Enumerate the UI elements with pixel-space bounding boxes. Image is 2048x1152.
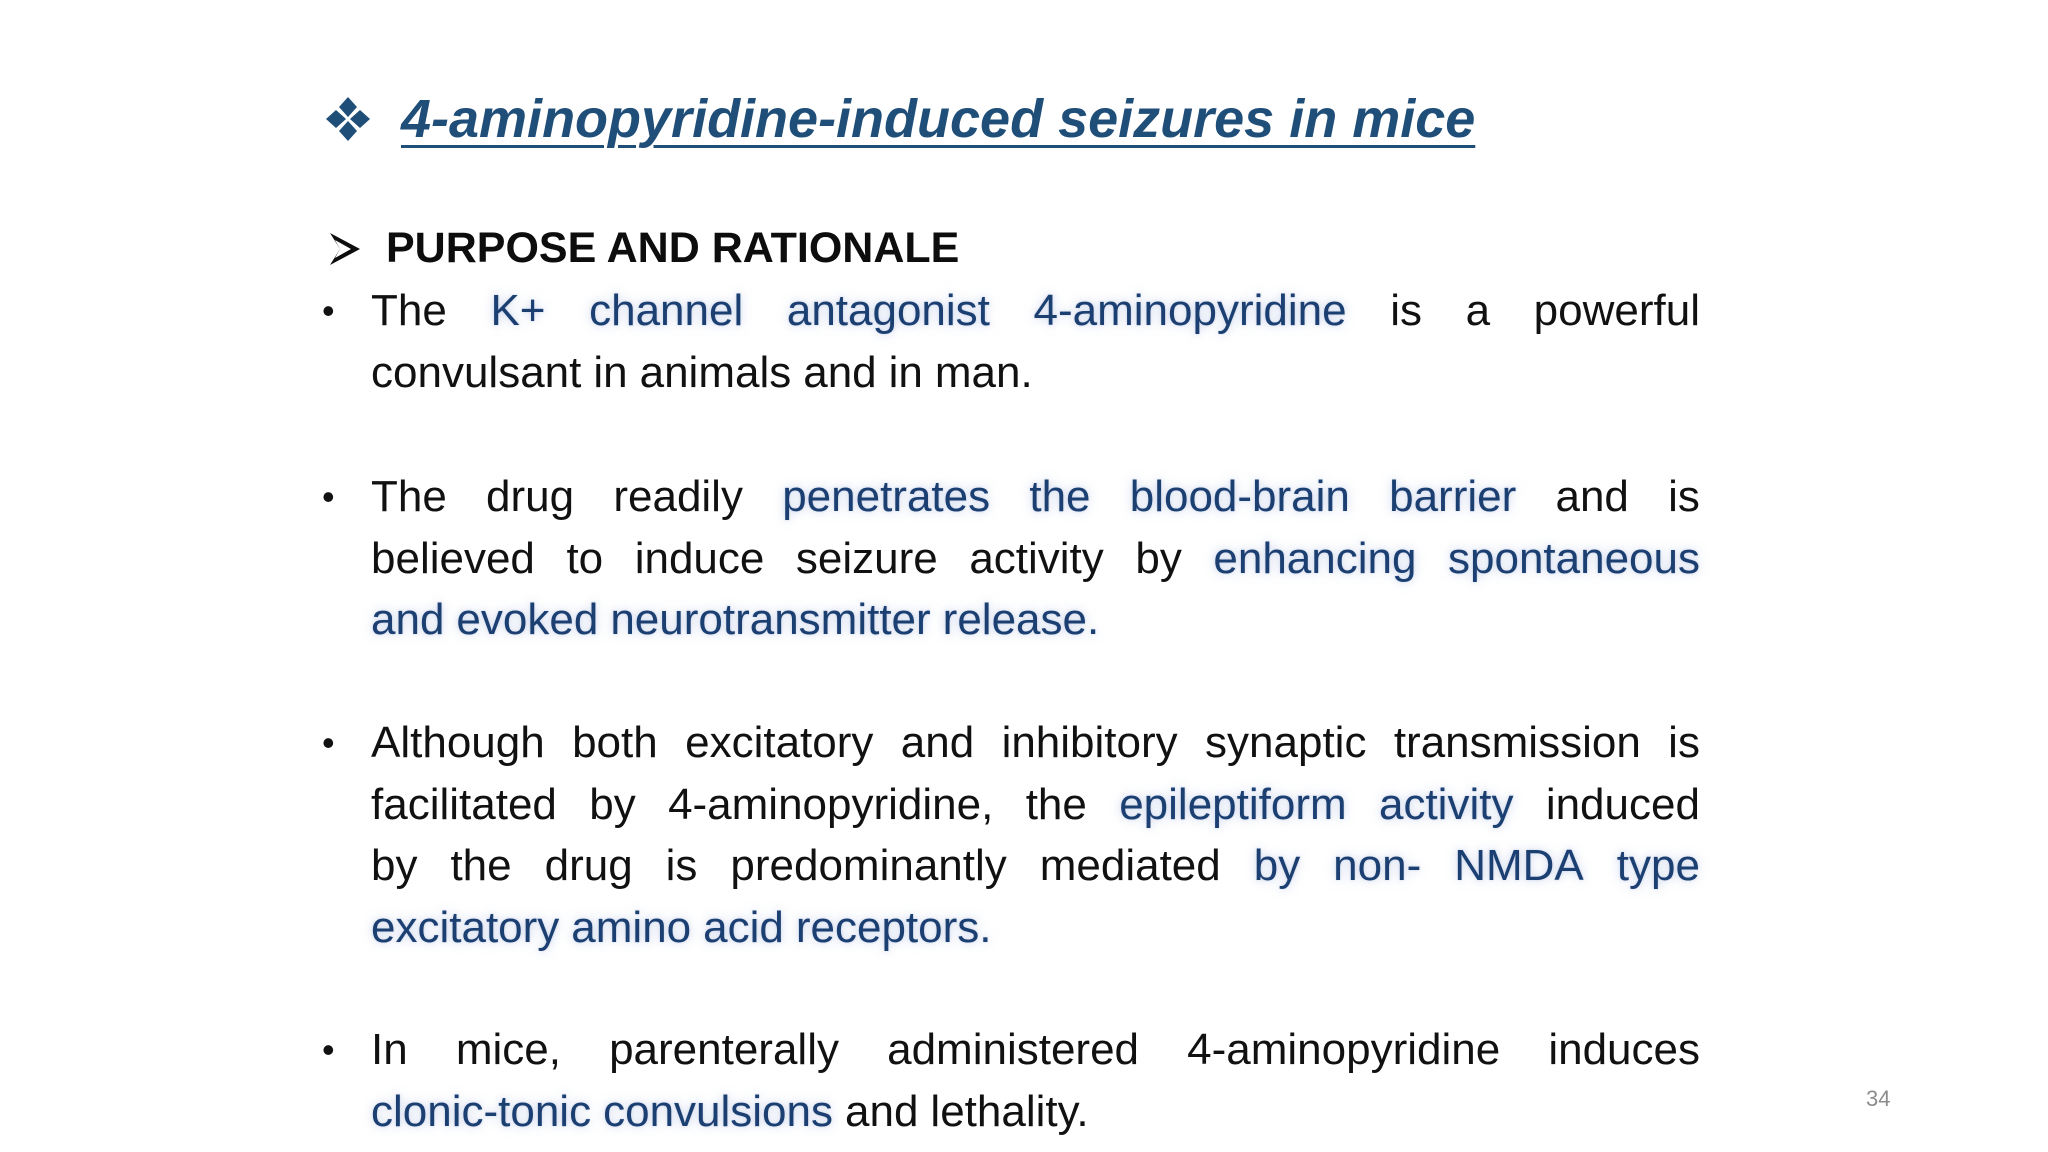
four-diamond-bullet-icon [325, 96, 371, 142]
bullet-word: is [1390, 286, 1422, 335]
bullet-line [371, 466, 1700, 528]
bullet-word-highlight: NMDA [1454, 841, 1584, 890]
bullet-word-highlight: by [1253, 841, 1301, 890]
bullet-word: both [572, 718, 658, 767]
bullet-word: by [371, 841, 418, 890]
slide-title-row [325, 88, 1475, 150]
bullet-word: convulsant [371, 347, 582, 397]
bullet-word: synaptic [1205, 718, 1367, 767]
bullet-line [371, 589, 1700, 651]
bullet-word: facilitated [371, 779, 557, 829]
bullet-word: by [1135, 533, 1182, 583]
bullet-word: is [665, 841, 698, 890]
bullet-word: readily [613, 472, 743, 521]
bullet-word-highlight: barrier [1389, 472, 1517, 521]
section-heading: PURPOSE AND RATIONALE [386, 224, 960, 272]
bullet-word: seizure [795, 533, 938, 583]
bullet-word: and [845, 1086, 919, 1136]
bullet-word-highlight: blood-brain [1129, 472, 1350, 521]
bullet-word-highlight: convulsions [603, 1086, 833, 1136]
bullet-word: to [566, 533, 604, 583]
bullet-word-highlight: clonic-tonic [371, 1086, 592, 1136]
bullet-word-highlight: amino [571, 902, 692, 952]
bullet-item [322, 712, 1700, 958]
bullet-word: inhibitory [1001, 718, 1178, 767]
bullet-word-highlight: release. [942, 595, 1100, 644]
bullet-word-highlight: evoked [456, 595, 599, 644]
bullet-word: In [371, 1025, 408, 1074]
bullet-item [322, 280, 1700, 403]
bullet-word: The [371, 472, 447, 521]
bullet-word: animals [639, 347, 792, 397]
bullet-word-highlight: antagonist [786, 286, 990, 335]
bullet-word: excitatory [685, 718, 874, 767]
bullet-line [371, 280, 1700, 342]
bullet-word-highlight: neurotransmitter [610, 595, 931, 644]
bullet-word: is [1668, 718, 1700, 767]
bullet-dot: • [322, 476, 335, 517]
bullet-word: mediated [1039, 841, 1221, 890]
bullet-line [371, 342, 1700, 404]
bullet-word-highlight: channel [589, 286, 744, 335]
bullet-word: a [1465, 286, 1491, 335]
bullet-word-highlight: penetrates [782, 472, 991, 521]
bullet-line [371, 1019, 1700, 1081]
bullet-word-highlight: K+ [490, 286, 546, 335]
bullet-word-highlight: the [1029, 472, 1091, 521]
bullet-word: and [900, 718, 975, 767]
bullet-line [371, 528, 1700, 590]
bullet-word: Although [371, 718, 545, 767]
bullet-word: 4-aminopyridine [1187, 1025, 1501, 1074]
bullet-word-highlight: 4-aminopyridine [1033, 286, 1347, 335]
bullet-word: man. [934, 347, 1033, 397]
bullet-word: believed [371, 533, 535, 583]
bullet-word-highlight: enhancing [1213, 533, 1417, 583]
bullet-word: the [1025, 779, 1087, 829]
bullet-word: mice, [455, 1025, 561, 1074]
bullet-line [371, 774, 1700, 836]
bullet-word-highlight: non- [1333, 841, 1422, 890]
bullet-word-highlight: epileptiform [1119, 779, 1347, 829]
bullet-line [371, 835, 1700, 897]
bullet-line [371, 897, 1700, 959]
bullet-word: by [589, 779, 636, 829]
bullet-word: administered [887, 1025, 1140, 1074]
bullet-word-highlight: activity [1378, 779, 1514, 829]
bullet-item [322, 466, 1700, 651]
bullet-word: activity [969, 533, 1104, 583]
bullet-word-highlight: spontaneous [1448, 533, 1700, 583]
bullet-word: the [450, 841, 512, 890]
section-heading-row [328, 224, 959, 273]
bullet-word: lethality. [930, 1086, 1089, 1136]
bullet-word: drug [486, 472, 575, 521]
bullet-word: The [371, 286, 447, 335]
bullet-dot: • [322, 722, 335, 763]
bullet-word: induce [634, 533, 765, 583]
bullet-word: induces [1548, 1025, 1700, 1074]
arrowhead-bullet-icon [328, 231, 362, 267]
bullet-dot: • [322, 290, 335, 331]
bullet-word: powerful [1533, 286, 1700, 335]
bullet-line [371, 1081, 1700, 1143]
page-number: 34 [1866, 1086, 1891, 1111]
bullet-word-highlight: excitatory [371, 902, 560, 952]
bullet-word: and [803, 347, 877, 397]
bullet-word: and [1555, 472, 1629, 521]
bullet-word-highlight: type [1616, 841, 1700, 890]
bullet-word: 4-aminopyridine, [668, 779, 994, 829]
bullet-word: induced [1545, 779, 1700, 829]
bullet-word: predominantly [730, 841, 1007, 890]
bullet-word: in [888, 347, 923, 397]
bullet-dot: • [322, 1029, 335, 1070]
bullet-word-highlight: receptors. [795, 902, 992, 952]
bullet-word-highlight: acid [703, 902, 784, 952]
bullet-word: is [1668, 472, 1700, 521]
slide-title: 4-aminopyridine-induced seizures in mice [401, 89, 1476, 149]
bullet-word: drug [544, 841, 633, 890]
bullet-word: parenterally [609, 1025, 839, 1074]
bullet-item [322, 1019, 1700, 1142]
bullet-word: transmission [1393, 718, 1641, 767]
bullet-word: in [593, 347, 628, 397]
bullet-word-highlight: and [371, 595, 445, 644]
bullet-line [371, 712, 1700, 774]
